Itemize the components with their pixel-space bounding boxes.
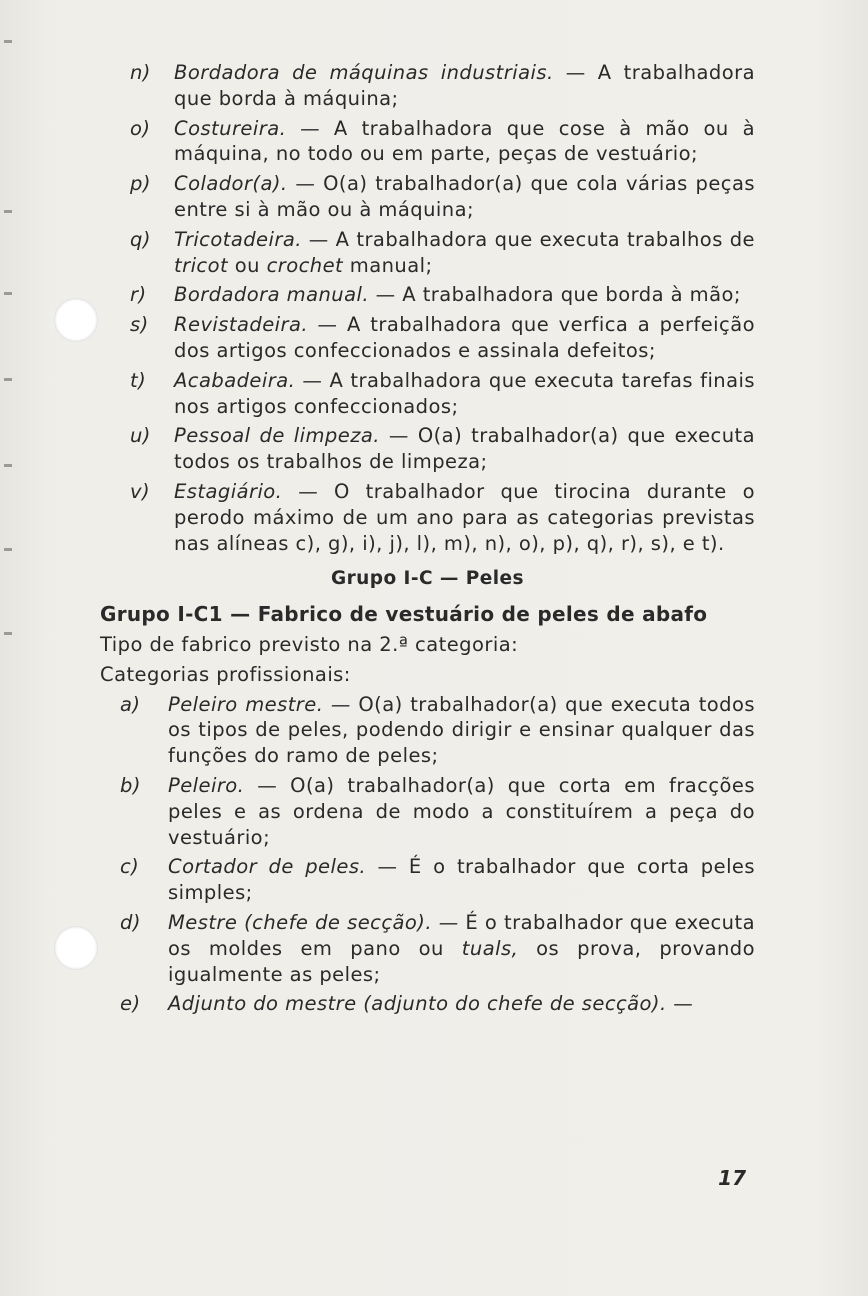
- item-description: — O trabalhador que tirocina durante o perodo máximo de um ano para as categorias previstas nas alíneas c), g), i), j), l), m), n), o), p), q), r), s), e t).: [174, 479, 755, 555]
- item-term: Colador(a).: [174, 172, 288, 196]
- list-item: [100, 312, 755, 364]
- item-text: [174, 60, 755, 112]
- item-description: — A trabalhadora que borda à máquina;: [174, 61, 755, 110]
- item-letter: a): [120, 692, 141, 716]
- list-item: [100, 171, 755, 223]
- subgroup-title: Grupo I-C1 — Fabrico de vestuário de peles de abafo: [100, 602, 708, 627]
- item-text: [174, 312, 755, 364]
- item-description: — A trabalhadora que executa trabalhos de: [301, 227, 755, 251]
- edge-mark: [4, 40, 12, 43]
- edge-mark: [4, 464, 12, 467]
- list-item: [100, 116, 755, 168]
- tipo-line: Tipo de fabrico previsto na 2.ª categoria:: [100, 632, 519, 656]
- page-number: 17: [718, 1166, 746, 1190]
- item-term: Mestre (chefe de secção).: [168, 910, 432, 934]
- item-description: — É o trabalhador que executa os moldes em pano ou: [168, 910, 755, 960]
- list-item: [100, 854, 755, 906]
- item-text: [174, 227, 755, 279]
- item-text: [174, 479, 755, 556]
- item-description: — O(a) trabalhador(a) que executa todos os tipos de peles, podendo dirigir e ensinar qualquer das funções do ramo de peles;: [168, 692, 756, 768]
- edge-mark: [4, 548, 12, 551]
- item-description: manual;: [343, 253, 433, 277]
- item-letter: c): [120, 855, 140, 879]
- item-description: —: [666, 992, 694, 1016]
- punch-hole-bottom: [54, 926, 98, 970]
- item-term: Estagiário.: [174, 479, 283, 503]
- item-description: — A trabalhadora que borda à mão;: [369, 283, 741, 307]
- edge-mark: [4, 378, 12, 381]
- item-term: Adjunto do mestre (adjunto do chefe de secção).: [168, 992, 667, 1016]
- item-description: — A trabalhadora que verfica a perfeição dos artigos confeccionados e assinala defeitos;: [174, 313, 755, 362]
- item-letter: t): [130, 368, 147, 392]
- item-term: Bordadora manual.: [174, 283, 370, 307]
- list-item: [100, 991, 755, 1017]
- list-item: [100, 60, 755, 112]
- edge-mark: [4, 632, 12, 635]
- item-text: [168, 910, 755, 987]
- item-letter: d): [120, 910, 141, 934]
- item-text: [174, 171, 755, 223]
- item-term: Tricotadeira.: [174, 227, 302, 251]
- item-term: Revistadeira.: [174, 313, 309, 337]
- list-item: [100, 692, 755, 769]
- item-description: — O(a) trabalhador(a) que executa todos os trabalhos de limpeza;: [174, 424, 755, 474]
- item-description: — A trabalhadora que executa tarefas finais nos artigos confeccionados;: [174, 368, 755, 418]
- item-description: — O(a) trabalhador(a) que cola várias peças entre si à mão ou à máquina;: [174, 172, 755, 221]
- item-term: Peleiro.: [168, 773, 245, 797]
- item-text: [168, 854, 755, 906]
- item-term: Pessoal de limpeza.: [174, 424, 380, 448]
- item-letter: b): [120, 773, 141, 797]
- item-term: Bordadora de máquinas industriais.: [174, 61, 554, 84]
- item-term: tuals,: [461, 936, 519, 960]
- item-letter: o): [130, 116, 151, 140]
- item-letter: n): [130, 61, 151, 84]
- list-item: [100, 479, 755, 556]
- item-term: crochet: [266, 253, 344, 277]
- list-item: [100, 368, 755, 420]
- item-text: [174, 368, 755, 420]
- edge-mark: [4, 292, 12, 295]
- item-letter: v): [130, 479, 151, 503]
- item-term: Costureira.: [174, 116, 287, 140]
- item-text: [174, 116, 755, 168]
- categorias-line: Categorias profissionais:: [100, 662, 351, 686]
- item-text: [168, 692, 755, 769]
- item-description: os prova, provando igualmente as peles;: [168, 936, 755, 986]
- item-text: [174, 282, 755, 308]
- punch-hole-top: [54, 298, 98, 342]
- item-description: — O(a) trabalhador(a) que corta em fracções peles e as ordena de modo a constituírem a peça do vestuário;: [168, 773, 755, 849]
- group-title: Grupo I-C — Peles: [330, 568, 525, 590]
- item-letter: p): [130, 172, 151, 196]
- item-letter: q): [130, 227, 151, 251]
- list-item: [100, 423, 755, 475]
- item-description: ou: [228, 253, 267, 277]
- list-item: [100, 910, 755, 987]
- list-item: [100, 227, 755, 279]
- item-text: [168, 991, 755, 1017]
- item-letter: u): [130, 424, 151, 448]
- item-term: Cortador de peles.: [168, 855, 367, 879]
- item-term: tricot: [174, 253, 229, 277]
- item-text: [174, 423, 755, 475]
- document-body: [100, 60, 755, 1021]
- edge-mark: [4, 210, 12, 213]
- list-item: [100, 773, 755, 850]
- item-term: Acabadeira.: [174, 368, 296, 392]
- item-letter: e): [120, 992, 141, 1016]
- list-item: [100, 282, 755, 308]
- item-description: — É o trabalhador que corta peles simples;: [168, 855, 755, 905]
- item-text: [168, 773, 755, 850]
- item-letter: r): [130, 283, 147, 307]
- item-term: Peleiro mestre.: [168, 692, 324, 716]
- item-description: — A trabalhadora que cose à mão ou à máquina, no todo ou em parte, peças de vestuário;: [174, 116, 755, 166]
- item-letter: s): [130, 313, 149, 337]
